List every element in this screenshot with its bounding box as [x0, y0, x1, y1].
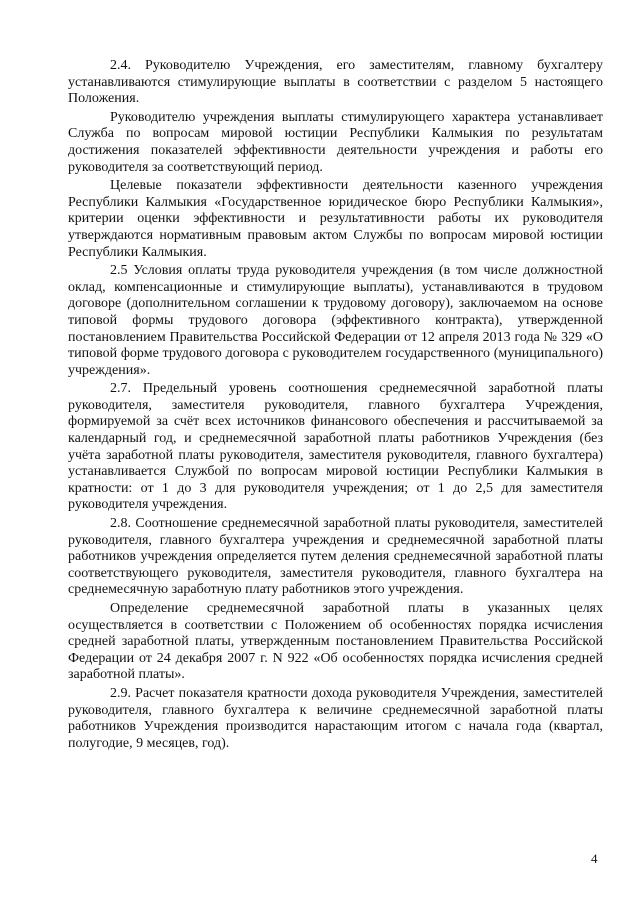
paragraph-2-9: 2.9. Расчет показателя кратности дохода руководителя Учреждения, заместителей руководителя, главного бухгалтера к величине среднемесячной заработной платы работников Учреждения производится нарастающим итогом с начала года (квартал, полугодие, 9 месяцев, год). — [68, 685, 603, 751]
paragraph-target-indicators: Целевые показатели эффективности деятельности казенного учреждения Республики Калмыкия «Государственное юридическое бюро Республики Калмыкия», критерии оценки эффективности и результативности работы их руководителя утверждаются нормативным правовым актом Службы по вопросам мировой юстиции Республики Калмыкия. — [68, 178, 603, 260]
page-number: 4 — [591, 851, 598, 866]
paragraph-2-5: 2.5 Условия оплаты труда руководителя учреждения (в том числе должностной оклад, компенсационные и стимулирующие выплаты), устанавливаются в трудовом договоре (дополнительном соглашении к трудовому договору), заключаемом на основе типовой формы трудового договора (эффективного контракта), утвержденной постановлением Правительства Российской Федерации от 12 апреля 2013 года № 329 «О типовой форме трудового договора с руководителем государственного (муниципального) учреждения». — [68, 263, 603, 378]
paragraph-head-stimulus: Руководителю учреждения выплаты стимулирующего характера устанавливает Служба по вопросам мировой юстиции Республики Калмыкия по результатам достижения показателей эффективности деятельности учреждения и работы его руководителя за соответствующий период. — [68, 109, 603, 175]
paragraph-average-salary: Определение среднемесячной заработной платы в указанных целях осуществляется в соответствии с Положением об особенностях порядка исчисления средней заработной платы, утвержденным постановлением Правительства Российской Федерации от 24 декабря 2007 г. N 922 «Об особенностях порядка исчисления средней заработной платы». — [68, 601, 603, 683]
paragraph-2-8: 2.8. Соотношение среднемесячной заработной платы руководителя, заместителей руководителя, главного бухгалтера учреждения и среднемесячной заработной платы работников учреждения определяется путем деления среднемесячной заработной платы соответствующего руководителя, заместителя руководителя, главного бухгалтера на среднемесячную заработную плату работников этого учреждения. — [68, 516, 603, 598]
paragraph-2-7: 2.7. Предельный уровень соотношения среднемесячной заработной платы руководителя, заместителя руководителя, главного бухгалтера Учреждения, формируемой за счёт всех источников финансового обеспечения и рассчитываемой за календарный год, и среднемесячной заработной платы работников Учреждения (без учёта заработной платы руководителя, заместителя руководителя, главного бухгалтера) устанавливается Службой по вопросам мировой юстиции Республики Калмыкия в кратности: от 1 до 3 для руководителя учреждения; от 1 до 2,5 для заместителя руководителя учреждения. — [68, 381, 603, 513]
paragraph-2-4: 2.4. Руководителю Учреждения, его заместителям, главному бухгалтеру устанавливаются стимулирующие выплаты в соответствии с разделом 5 настоящего Положения. — [68, 58, 603, 107]
document-body — [68, 58, 603, 754]
